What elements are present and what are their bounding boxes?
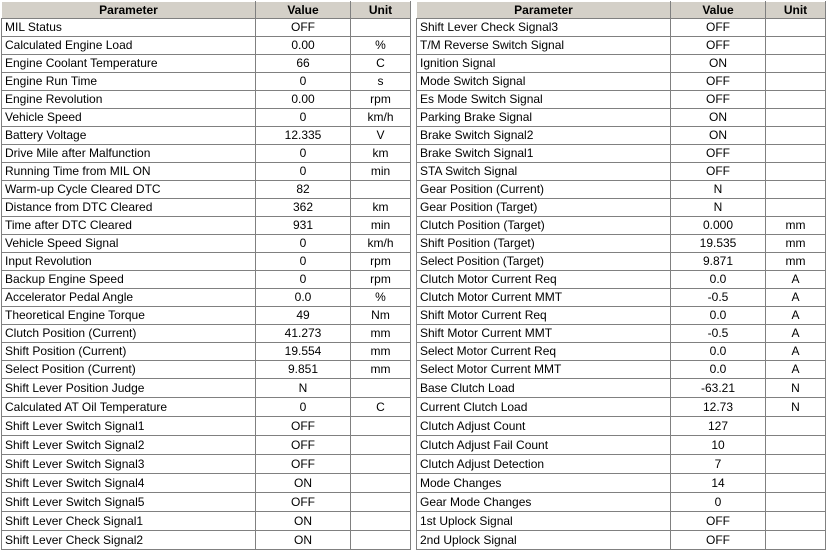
table-row[interactable] bbox=[417, 361, 826, 379]
unit-cell bbox=[351, 379, 411, 398]
parameter-cell: Engine Run Time bbox=[2, 73, 256, 91]
unit-cell: mm bbox=[766, 235, 826, 253]
value-cell: OFF bbox=[256, 493, 351, 512]
parameter-cell: Mode Changes bbox=[417, 474, 671, 493]
parameter-cell: Base Clutch Load bbox=[417, 379, 671, 398]
value-cell: OFF bbox=[671, 145, 766, 163]
parameter-cell: Clutch Motor Current Req bbox=[417, 271, 671, 289]
unit-cell: min bbox=[351, 217, 411, 235]
unit-cell bbox=[766, 455, 826, 474]
unit-cell: mm bbox=[351, 325, 411, 343]
unit-cell: N bbox=[766, 398, 826, 417]
unit-cell: mm bbox=[351, 361, 411, 379]
value-cell: 9.871 bbox=[671, 253, 766, 271]
value-cell: ON bbox=[671, 55, 766, 73]
value-cell: 12.73 bbox=[671, 398, 766, 417]
unit-cell: N bbox=[766, 379, 826, 398]
value-cell: OFF bbox=[256, 417, 351, 436]
table-row[interactable] bbox=[417, 253, 826, 271]
unit-cell bbox=[766, 55, 826, 73]
parameter-cell: Clutch Position (Current) bbox=[2, 325, 256, 343]
left-table-body bbox=[2, 19, 411, 550]
table-row[interactable] bbox=[417, 531, 826, 550]
unit-cell bbox=[766, 91, 826, 109]
parameter-cell: Time after DTC Cleared bbox=[2, 217, 256, 235]
table-row[interactable] bbox=[2, 73, 411, 91]
value-cell: 0.0 bbox=[671, 343, 766, 361]
table-row[interactable] bbox=[2, 91, 411, 109]
table-row[interactable] bbox=[2, 109, 411, 127]
unit-cell bbox=[766, 37, 826, 55]
value-cell: ON bbox=[256, 531, 351, 550]
parameter-cell: 2nd Uplock Signal bbox=[417, 531, 671, 550]
unit-cell: min bbox=[351, 163, 411, 181]
value-cell: -63.21 bbox=[671, 379, 766, 398]
parameter-cell: Backup Engine Speed bbox=[2, 271, 256, 289]
unit-cell: rpm bbox=[351, 91, 411, 109]
table-row[interactable] bbox=[2, 493, 411, 512]
table-header-row bbox=[417, 2, 826, 19]
parameter-cell: Shift Position (Target) bbox=[417, 235, 671, 253]
parameter-cell: Clutch Adjust Detection bbox=[417, 455, 671, 474]
unit-cell bbox=[766, 474, 826, 493]
table-row[interactable] bbox=[2, 417, 411, 436]
unit-cell: rpm bbox=[351, 253, 411, 271]
parameter-cell: Brake Switch Signal1 bbox=[417, 145, 671, 163]
value-cell: N bbox=[256, 379, 351, 398]
unit-column-header[interactable]: Unit bbox=[351, 2, 411, 19]
unit-cell: A bbox=[766, 289, 826, 307]
value-cell: 0 bbox=[256, 73, 351, 91]
table-row[interactable] bbox=[2, 271, 411, 289]
value-cell: OFF bbox=[671, 73, 766, 91]
parameter-cell: Shift Lever Check Signal2 bbox=[2, 531, 256, 550]
unit-cell bbox=[766, 127, 826, 145]
value-cell: 0 bbox=[256, 271, 351, 289]
parameter-cell: 1st Uplock Signal bbox=[417, 512, 671, 531]
value-cell: OFF bbox=[256, 455, 351, 474]
value-cell: 9.851 bbox=[256, 361, 351, 379]
table-row[interactable] bbox=[2, 163, 411, 181]
value-cell: 362 bbox=[256, 199, 351, 217]
unit-cell bbox=[766, 199, 826, 217]
unit-cell bbox=[766, 73, 826, 91]
value-cell: OFF bbox=[256, 436, 351, 455]
table-row[interactable] bbox=[2, 343, 411, 361]
value-cell: OFF bbox=[671, 531, 766, 550]
table-row[interactable] bbox=[417, 55, 826, 73]
value-cell: 12.335 bbox=[256, 127, 351, 145]
unit-cell: A bbox=[766, 271, 826, 289]
value-cell: 0 bbox=[256, 253, 351, 271]
table-row[interactable] bbox=[2, 199, 411, 217]
parameter-cell: Warm-up Cycle Cleared DTC bbox=[2, 181, 256, 199]
unit-cell bbox=[351, 474, 411, 493]
unit-cell: A bbox=[766, 325, 826, 343]
table-row[interactable] bbox=[2, 325, 411, 343]
unit-cell: s bbox=[351, 73, 411, 91]
value-cell: 0.00 bbox=[256, 37, 351, 55]
table-row[interactable] bbox=[2, 19, 411, 37]
table-row[interactable] bbox=[417, 127, 826, 145]
parameter-cell: Shift Lever Switch Signal1 bbox=[2, 417, 256, 436]
table-row[interactable] bbox=[2, 217, 411, 235]
value-cell: 127 bbox=[671, 417, 766, 436]
unit-cell: Nm bbox=[351, 307, 411, 325]
parameter-cell: Accelerator Pedal Angle bbox=[2, 289, 256, 307]
table-row[interactable] bbox=[2, 436, 411, 455]
parameter-cell: Vehicle Speed bbox=[2, 109, 256, 127]
value-cell: -0.5 bbox=[671, 289, 766, 307]
unit-cell bbox=[766, 181, 826, 199]
unit-cell: % bbox=[351, 289, 411, 307]
unit-cell bbox=[766, 512, 826, 531]
unit-cell: A bbox=[766, 307, 826, 325]
parameter-cell: Clutch Motor Current MMT bbox=[417, 289, 671, 307]
parameter-cell: Current Clutch Load bbox=[417, 398, 671, 417]
value-column-header[interactable]: Value bbox=[671, 2, 766, 19]
unit-cell bbox=[766, 417, 826, 436]
table-row[interactable] bbox=[417, 73, 826, 91]
value-cell: 10 bbox=[671, 436, 766, 455]
value-cell: 7 bbox=[671, 455, 766, 474]
table-row[interactable] bbox=[2, 37, 411, 55]
table-row[interactable] bbox=[2, 398, 411, 417]
parameter-cell: Calculated Engine Load bbox=[2, 37, 256, 55]
table-row[interactable] bbox=[417, 325, 826, 343]
value-cell: 41.273 bbox=[256, 325, 351, 343]
unit-cell: mm bbox=[351, 343, 411, 361]
value-cell: 14 bbox=[671, 474, 766, 493]
parameter-cell: Select Motor Current MMT bbox=[417, 361, 671, 379]
value-cell: -0.5 bbox=[671, 325, 766, 343]
value-cell: 0.0 bbox=[256, 289, 351, 307]
unit-cell: km/h bbox=[351, 235, 411, 253]
value-cell: 0.000 bbox=[671, 217, 766, 235]
unit-cell: V bbox=[351, 127, 411, 145]
parameter-cell: Clutch Adjust Count bbox=[417, 417, 671, 436]
unit-cell bbox=[351, 531, 411, 550]
parameter-cell: Shift Motor Current MMT bbox=[417, 325, 671, 343]
value-cell: 931 bbox=[256, 217, 351, 235]
parameter-cell: Gear Mode Changes bbox=[417, 493, 671, 512]
parameter-cell: Shift Motor Current Req bbox=[417, 307, 671, 325]
unit-cell bbox=[351, 455, 411, 474]
unit-cell: % bbox=[351, 37, 411, 55]
table-row[interactable] bbox=[417, 417, 826, 436]
table-row[interactable] bbox=[417, 181, 826, 199]
value-cell: 0 bbox=[256, 163, 351, 181]
table-row[interactable] bbox=[2, 455, 411, 474]
table-row[interactable] bbox=[417, 199, 826, 217]
unit-cell: km bbox=[351, 145, 411, 163]
unit-cell bbox=[766, 19, 826, 37]
parameter-cell: Input Revolution bbox=[2, 253, 256, 271]
table-row[interactable] bbox=[417, 379, 826, 398]
table-row[interactable] bbox=[2, 145, 411, 163]
table-row[interactable] bbox=[2, 181, 411, 199]
table-row[interactable] bbox=[417, 145, 826, 163]
unit-cell bbox=[766, 493, 826, 512]
unit-cell bbox=[351, 512, 411, 531]
unit-cell: C bbox=[351, 398, 411, 417]
unit-cell bbox=[766, 109, 826, 127]
parameter-cell: Shift Lever Check Signal3 bbox=[417, 19, 671, 37]
unit-cell: rpm bbox=[351, 271, 411, 289]
table-row[interactable] bbox=[2, 307, 411, 325]
unit-cell: km bbox=[351, 199, 411, 217]
unit-cell bbox=[766, 436, 826, 455]
table-row[interactable] bbox=[2, 55, 411, 73]
parameter-cell: Shift Lever Switch Signal4 bbox=[2, 474, 256, 493]
value-cell: 66 bbox=[256, 55, 351, 73]
unit-cell: mm bbox=[766, 253, 826, 271]
right-data-table bbox=[416, 1, 826, 550]
parameter-cell: Engine Coolant Temperature bbox=[2, 55, 256, 73]
value-cell: 19.535 bbox=[671, 235, 766, 253]
unit-cell: A bbox=[766, 343, 826, 361]
unit-cell: mm bbox=[766, 217, 826, 235]
unit-cell bbox=[766, 145, 826, 163]
table-row[interactable] bbox=[417, 474, 826, 493]
value-cell: OFF bbox=[671, 37, 766, 55]
table-row[interactable] bbox=[417, 455, 826, 474]
parameter-cell: Shift Lever Position Judge bbox=[2, 379, 256, 398]
parameter-cell: Distance from DTC Cleared bbox=[2, 199, 256, 217]
unit-cell bbox=[351, 493, 411, 512]
unit-cell bbox=[351, 436, 411, 455]
parameter-cell: Shift Lever Switch Signal2 bbox=[2, 436, 256, 455]
unit-cell bbox=[351, 19, 411, 37]
parameter-cell: Calculated AT Oil Temperature bbox=[2, 398, 256, 417]
value-cell: 0.0 bbox=[671, 361, 766, 379]
table-row[interactable] bbox=[2, 235, 411, 253]
value-cell: 0 bbox=[256, 145, 351, 163]
value-cell: OFF bbox=[671, 163, 766, 181]
value-cell: OFF bbox=[256, 19, 351, 37]
unit-cell: km/h bbox=[351, 109, 411, 127]
parameter-cell: Gear Position (Target) bbox=[417, 199, 671, 217]
right-table-body bbox=[417, 19, 826, 550]
parameter-cell: Ignition Signal bbox=[417, 55, 671, 73]
value-cell: ON bbox=[256, 512, 351, 531]
value-column-header[interactable]: Value bbox=[256, 2, 351, 19]
table-row[interactable] bbox=[417, 217, 826, 235]
parameter-cell: Battery Voltage bbox=[2, 127, 256, 145]
value-cell: 82 bbox=[256, 181, 351, 199]
parameter-cell: Mode Switch Signal bbox=[417, 73, 671, 91]
left-data-table bbox=[1, 1, 411, 550]
parameter-cell: Clutch Adjust Fail Count bbox=[417, 436, 671, 455]
table-row[interactable] bbox=[2, 289, 411, 307]
table-row[interactable] bbox=[417, 436, 826, 455]
table-row[interactable] bbox=[417, 19, 826, 37]
unit-column-header[interactable]: Unit bbox=[766, 2, 826, 19]
table-row[interactable] bbox=[417, 109, 826, 127]
parameter-cell: Shift Lever Switch Signal5 bbox=[2, 493, 256, 512]
table-row[interactable] bbox=[417, 493, 826, 512]
table-row[interactable] bbox=[417, 343, 826, 361]
value-cell: OFF bbox=[671, 91, 766, 109]
unit-cell: A bbox=[766, 361, 826, 379]
table-row[interactable] bbox=[417, 37, 826, 55]
table-header-row bbox=[2, 2, 411, 19]
parameter-cell: MIL Status bbox=[2, 19, 256, 37]
table-row[interactable] bbox=[2, 531, 411, 550]
value-cell: ON bbox=[671, 109, 766, 127]
parameter-column-header[interactable]: Parameter bbox=[2, 2, 256, 19]
table-row[interactable] bbox=[417, 307, 826, 325]
table-row[interactable] bbox=[417, 163, 826, 181]
value-cell: 0.0 bbox=[671, 307, 766, 325]
table-row[interactable] bbox=[417, 512, 826, 531]
value-cell: OFF bbox=[671, 512, 766, 531]
value-cell: 19.554 bbox=[256, 343, 351, 361]
parameter-cell: Theoretical Engine Torque bbox=[2, 307, 256, 325]
value-cell: 0.00 bbox=[256, 91, 351, 109]
table-row[interactable] bbox=[417, 91, 826, 109]
parameter-cell: Select Position (Current) bbox=[2, 361, 256, 379]
parameter-cell: T/M Reverse Switch Signal bbox=[417, 37, 671, 55]
parameter-column-header[interactable]: Parameter bbox=[417, 2, 671, 19]
unit-cell bbox=[766, 163, 826, 181]
parameter-cell: Vehicle Speed Signal bbox=[2, 235, 256, 253]
parameter-cell: STA Switch Signal bbox=[417, 163, 671, 181]
value-cell: 0.0 bbox=[671, 271, 766, 289]
unit-cell bbox=[766, 531, 826, 550]
parameter-cell: Engine Revolution bbox=[2, 91, 256, 109]
value-cell: ON bbox=[256, 474, 351, 493]
value-cell: 0 bbox=[256, 235, 351, 253]
table-row[interactable] bbox=[417, 235, 826, 253]
value-cell: N bbox=[671, 181, 766, 199]
table-row[interactable] bbox=[2, 127, 411, 145]
unit-cell: C bbox=[351, 55, 411, 73]
parameter-cell: Select Motor Current Req bbox=[417, 343, 671, 361]
parameter-cell: Running Time from MIL ON bbox=[2, 163, 256, 181]
parameter-cell: Es Mode Switch Signal bbox=[417, 91, 671, 109]
parameter-cell: Parking Brake Signal bbox=[417, 109, 671, 127]
parameter-cell: Gear Position (Current) bbox=[417, 181, 671, 199]
table-row[interactable] bbox=[2, 474, 411, 493]
table-row[interactable] bbox=[417, 289, 826, 307]
table-row[interactable] bbox=[2, 253, 411, 271]
parameter-cell: Shift Position (Current) bbox=[2, 343, 256, 361]
table-row[interactable] bbox=[2, 512, 411, 531]
parameter-cell: Shift Lever Switch Signal3 bbox=[2, 455, 256, 474]
value-cell: ON bbox=[671, 127, 766, 145]
value-cell: N bbox=[671, 199, 766, 217]
parameter-cell: Clutch Position (Target) bbox=[417, 217, 671, 235]
unit-cell bbox=[351, 181, 411, 199]
unit-cell bbox=[351, 417, 411, 436]
parameter-cell: Drive Mile after Malfunction bbox=[2, 145, 256, 163]
value-cell: 0 bbox=[256, 398, 351, 417]
table-row[interactable] bbox=[417, 271, 826, 289]
value-cell: OFF bbox=[671, 19, 766, 37]
table-row[interactable] bbox=[2, 361, 411, 379]
parameter-cell: Select Position (Target) bbox=[417, 253, 671, 271]
value-cell: 49 bbox=[256, 307, 351, 325]
value-cell: 0 bbox=[256, 109, 351, 127]
table-row[interactable] bbox=[417, 398, 826, 417]
table-row[interactable] bbox=[2, 379, 411, 398]
parameter-cell: Shift Lever Check Signal1 bbox=[2, 512, 256, 531]
parameter-cell: Brake Switch Signal2 bbox=[417, 127, 671, 145]
value-cell: 0 bbox=[671, 493, 766, 512]
